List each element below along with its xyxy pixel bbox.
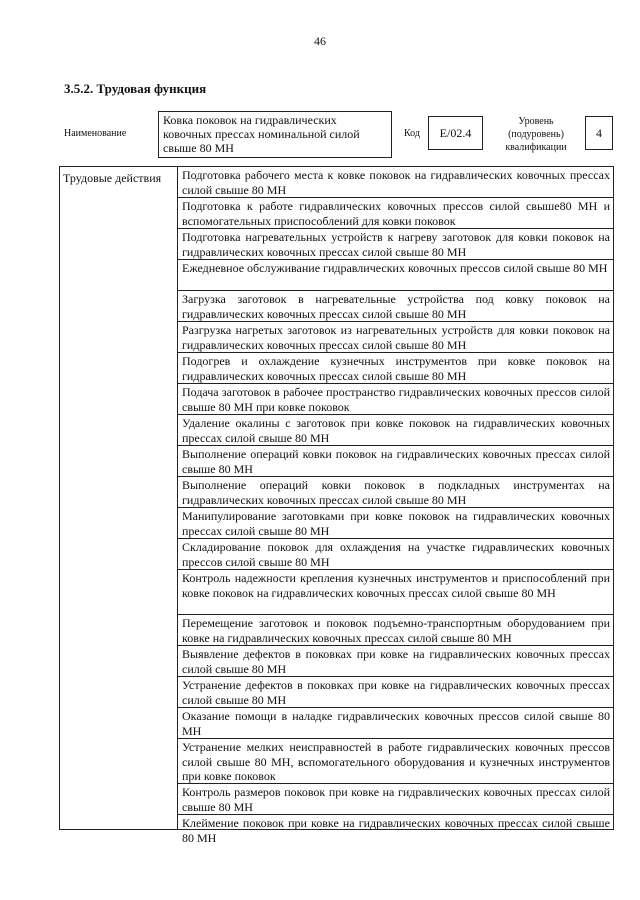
- labor-action-item: Клеймение поковок при ковке на гидравлических ковочных прессах силой свыше 80 МН: [182, 816, 610, 845]
- labor-action-item: Загрузка заготовок в нагревательные устройства под ковку поковок на гидравлических ковочных прессах силой свыше 80 МН: [178, 291, 613, 322]
- labor-action-item: Выполнение операций ковки поковок в подкладных инструментах на гидравлических ковочных прессах силой свыше 80 МН: [178, 477, 613, 508]
- labor-action-item: Перемещение заготовок и поковок подъемно-транспортным оборудованием при ковке на гидравлических ковочных прессах силой свыше 80 МН: [178, 615, 613, 646]
- labor-actions-header: Трудовые действия: [63, 171, 162, 185]
- labor-action-item: Контроль размеров поковок при ковке на гидравлических ковочных прессах силой свыше 80 МН: [178, 784, 613, 815]
- qualification-level-box: 4: [585, 116, 613, 150]
- function-name-box: Ковка поковок на гидравлических ковочных прессах номинальной силой свыше 80 МН: [158, 111, 392, 158]
- labor-action-item: Разгрузка нагретых заготовок из нагревательных устройств для ковки поковок на гидравлических ковочных прессах силой свыше 80 МН: [178, 322, 613, 353]
- function-code-box: E/02.4: [428, 116, 483, 150]
- labor-action-item: Устранение дефектов в поковках при ковке на гидравлических ковочных прессах силой свыше 80 МН: [178, 677, 613, 708]
- labor-action-item: Ежедневное обслуживание гидравлических ковочных прессов силой свыше 80 МН: [178, 260, 613, 291]
- name-label: Наименование: [64, 128, 127, 139]
- labor-action-item: Подготовка нагревательных устройств к нагреву заготовок для ковки поковок на гидравлических ковочных прессах силой свыше 80 МН: [178, 229, 613, 260]
- labor-action-item: Подогрев и охлаждение кузнечных инструментов при ковке поковок на гидравлических ковочных прессах силой свыше 80 МН: [178, 353, 613, 384]
- qualification-level-label: Уровень (подуровень) квалификации: [505, 116, 567, 153]
- labor-actions-table: [59, 166, 614, 845]
- labor-action-item: Подготовка к работе гидравлических ковочных прессов силой свыше80 МН и вспомогательных приспособлений для ковки поковок: [178, 198, 613, 229]
- code-label: Код: [404, 128, 420, 139]
- labor-action-item: Удаление окалины с заготовок при ковке поковок на гидравлических ковочных прессах силой свыше 80 МН: [178, 415, 613, 446]
- labor-action-item: Контроль надежности крепления кузнечных инструментов и приспособлений при ковке поковок на гидравлических ковочных прессах силой свыше 80 МН: [178, 570, 613, 615]
- labor-action-item: Складирование поковок для охлаждения на участке гидравлических ковочных прессов силой свыше 80 МН: [178, 539, 613, 570]
- labor-actions-list: [177, 167, 613, 845]
- section-title: 3.5.2. Трудовая функция: [64, 81, 207, 96]
- labor-action-item: Выявление дефектов в поковках при ковке на гидравлических ковочных прессах силой свыше 80 МН: [178, 646, 613, 677]
- labor-action-item: Подача заготовок в рабочее пространство гидравлических ковочных прессов силой свыше 80 МН при ковке поковок: [178, 384, 613, 415]
- labor-action-item: Оказание помощи в наладке гидравлических ковочных прессов силой свыше 80 МН: [178, 708, 613, 739]
- labor-action-item: Устранение мелких неисправностей в работе гидравлических ковочных прессов силой свыше 80 МН, вспомогательного оборудования и кузнечных инструментов при ковке поковок: [178, 739, 613, 784]
- labor-action-item: Выполнение операций ковки поковок на гидравлических ковочных прессах силой свыше 80 МН: [178, 446, 613, 477]
- labor-action-item: Подготовка рабочего места к ковке поковок на гидравлических ковочных прессах силой свыше 80 МН: [178, 167, 613, 198]
- labor-action-item: Манипулирование заготовками при ковке поковок на гидравлических ковочных прессах силой свыше 80 МН: [178, 508, 613, 539]
- page-number: 46: [314, 34, 326, 48]
